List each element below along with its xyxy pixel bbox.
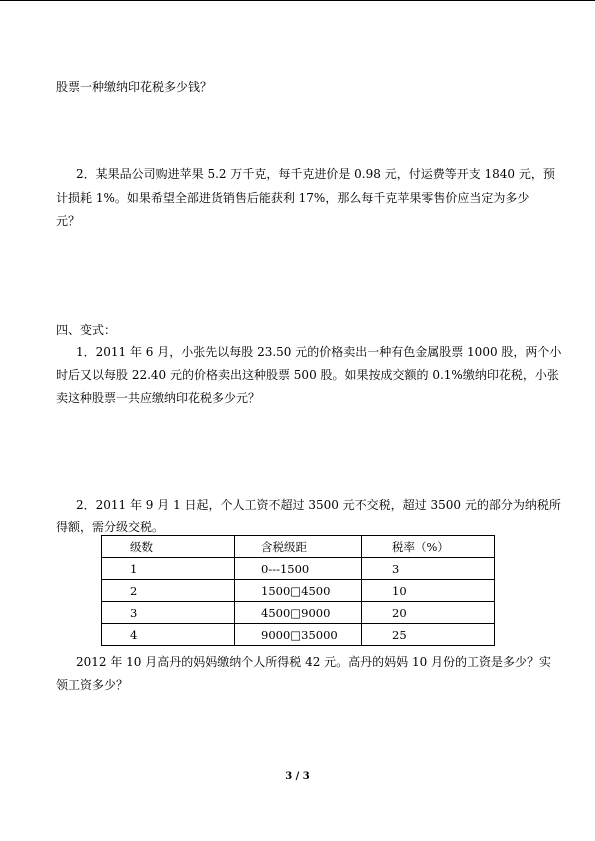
table-cell: 2 bbox=[102, 580, 235, 602]
table-cell: 20 bbox=[362, 602, 495, 624]
table-cell: 9000□35000 bbox=[235, 624, 362, 646]
column-header-level: 级数 bbox=[102, 536, 235, 558]
table-cell: 0---1500 bbox=[235, 558, 362, 580]
variant-1-line-3: 卖这种股票一共应缴纳印花税多少元？ bbox=[56, 391, 261, 405]
table-cell: 3 bbox=[362, 558, 495, 580]
question-2-line-2: 计损耗 1%。如果希望全部进货销售后能获利 17%，那么每千克苹果零售价应当定为多少 bbox=[56, 191, 530, 205]
column-header-bracket: 含税级距 bbox=[235, 536, 362, 558]
variant-1-line-2: 时后又以每股 22.40 元的价格卖出这种股票 500 股。如果按成交额的 0.1%缴纳印花税，小张 bbox=[56, 368, 559, 382]
table-cell: 3 bbox=[102, 602, 235, 624]
top-border-line bbox=[0, 0, 595, 1]
variant-2-line-2: 得额，需分级交税。 bbox=[56, 520, 165, 534]
variant-2-after-line-2: 领工资多少？ bbox=[56, 678, 129, 692]
table-header-row bbox=[102, 536, 495, 558]
table-row bbox=[102, 580, 495, 602]
question-2-line-1: 2．某果品公司购进苹果 5.2 万千克，每千克进价是 0.98 元，付运费等开支 1840 元，预 bbox=[76, 167, 555, 181]
table-cell: 25 bbox=[362, 624, 495, 646]
table-cell: 4 bbox=[102, 624, 235, 646]
table-row bbox=[102, 558, 495, 580]
table-cell: 4500□9000 bbox=[235, 602, 362, 624]
paragraph-line: 股票一种缴纳印花税多少钱？ bbox=[56, 80, 213, 94]
table-cell: 1 bbox=[102, 558, 235, 580]
table-row bbox=[102, 624, 495, 646]
question-2-line-3: 元？ bbox=[56, 214, 81, 228]
table-cell: 1500□4500 bbox=[235, 580, 362, 602]
table-cell: 10 bbox=[362, 580, 495, 602]
page-number: 3 / 3 bbox=[285, 771, 310, 782]
tax-rate-table bbox=[101, 535, 495, 646]
section-4-heading: 四、变式： bbox=[56, 323, 117, 337]
variant-2-after-line-1: 2012 年 10 月高丹的妈妈缴纳个人所得税 42 元。高丹的妈妈 10 月份的工资是多少？实 bbox=[76, 655, 552, 669]
table-row bbox=[102, 602, 495, 624]
variant-2-line-1: 2．2011 年 9 月 1 日起，个人工资不超过 3500 元不交税，超过 3500 元的部分为纳税所 bbox=[76, 498, 561, 512]
column-header-rate: 税率（%） bbox=[362, 536, 495, 558]
variant-1-line-1: 1．2011 年 6 月，小张先以每股 23.50 元的价格卖出一种有色金属股票 1000 股，两个小 bbox=[76, 345, 562, 359]
